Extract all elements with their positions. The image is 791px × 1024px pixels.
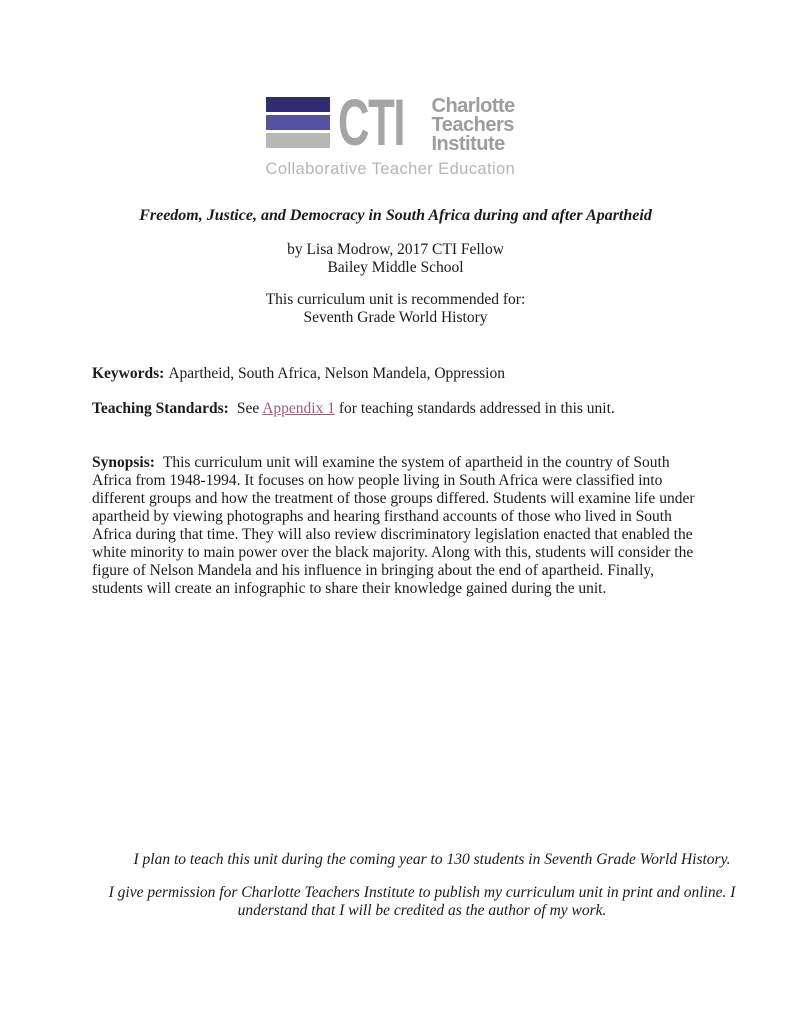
permission-statement: I give permission for Charlotte Teachers Institute to publish my curriculum unit in print and online. I understand that I will be credited as the author of my work.	[108, 884, 736, 919]
author-byline: by Lisa Modrow, 2017 CTI Fellow	[287, 241, 504, 258]
logo-bars	[266, 97, 330, 151]
recommended-intro: This curriculum unit is recommended for:	[265, 291, 526, 308]
logo-bar-middle	[266, 115, 330, 130]
logo-bar-top	[266, 97, 330, 112]
appendix-1-link[interactable]: Appendix 1	[262, 400, 335, 417]
teaching-standards-line	[92, 400, 699, 418]
synopsis-text: This curriculum unit will examine the system of apartheid in the country of South Africa from 1948-1994. It focuses on how people living in South Africa were classified into different groups and how the treatment of those groups differed. Students will examine life under apartheid by viewing photographs and hearing firsthand accounts of those who lived in South Africa during that time. They will also review discriminatory legislation enacted that enabled the white minority to main power over the black majority. Along with this, students will consider the figure of Nelson Mandela and his influence in bringing about the end of apartheid. Finally, students will create an infographic to share their knowledge gained during the unit.	[92, 454, 695, 597]
logo-wordmark-line: Teachers	[431, 114, 514, 136]
logo-bar-bottom	[266, 133, 330, 148]
keywords-line	[92, 365, 699, 383]
byline-block	[92, 241, 699, 277]
teaching-standards-prefix: See	[236, 400, 263, 417]
synopsis-paragraph	[92, 454, 699, 598]
author-school: Bailey Middle School	[327, 259, 464, 276]
logo-wordmark-line: Institute	[431, 133, 505, 155]
keywords-value: Apartheid, South Africa, Nelson Mandela, Oppression	[168, 365, 505, 382]
logo-wordmark	[432, 97, 515, 154]
synopsis-label: Synopsis:	[92, 454, 155, 471]
teaching-standards-suffix: for teaching standards addressed in this unit.	[335, 400, 615, 417]
logo-tagline: Collaborative Teacher Education	[265, 160, 516, 178]
cti-logo-row	[266, 85, 526, 159]
logo-acronym: CTI	[337, 85, 404, 159]
teach-statement: I plan to teach this unit during the coming year to 130 students in Seventh Grade World History.	[133, 851, 731, 868]
unit-title: Freedom, Justice, and Democracy in South Africa during and after Apartheid	[139, 207, 652, 224]
recommended-course: Seventh Grade World History	[303, 309, 488, 326]
teaching-standards-label: Teaching Standards:	[92, 400, 229, 417]
cti-logo	[266, 0, 526, 179]
keywords-label: Keywords:	[92, 365, 165, 382]
recommended-block	[92, 291, 699, 327]
logo-wordmark-line: Charlotte	[431, 95, 515, 117]
